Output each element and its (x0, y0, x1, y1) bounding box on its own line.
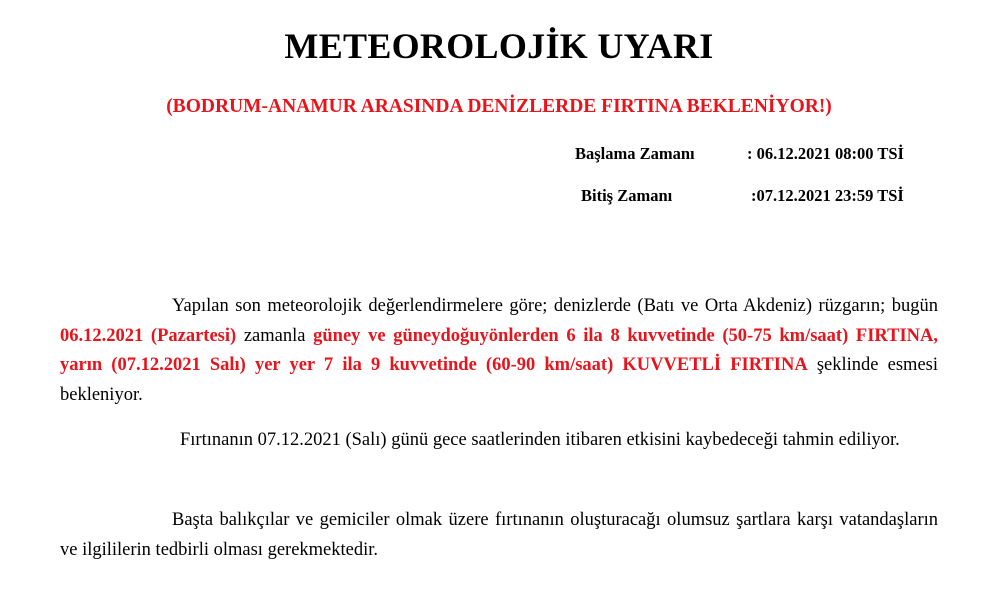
start-time-value: : 06.12.2021 08:00 TSİ (747, 144, 904, 163)
paragraph-forecast (60, 292, 938, 410)
start-time-row (0, 143, 998, 165)
forecast-storm-highlight: güney ve güneydoğuyönlerden 6 ila 8 kuvvetinde (50-75 km/saat) FIRTINA, yarın (07.12.2021 Salı) yer yer 7 ila 9 kuvvetinde (60-90 km/saat) KUVVETLİ FIRTINA (60, 325, 938, 375)
end-time-label: Bitiş Zamanı (581, 186, 673, 205)
forecast-text-ending: şeklinde esmesi bekleniyor. (60, 355, 938, 405)
start-time-label: Başlama Zamanı (575, 144, 695, 163)
paragraph-storm-end: Fırtınanın 07.12.2021 (Salı) günü gece saatlerinden itibaren etkisini kaybedeceği tahmin ediliyor. (180, 430, 900, 450)
forecast-text-connector: zamanla (236, 325, 314, 346)
document-subtitle: (BODRUM-ANAMUR ARASINDA DENİZLERDE FIRTINA BEKLENİYOR!) (166, 96, 832, 117)
forecast-text-intro: Yapılan son meteorolojik değerlendirmelere göre; denizlerde (Batı ve Orta Akdeniz) rüzgarın; bugün (172, 296, 938, 316)
end-time-value: :07.12.2021 23:59 TSİ (751, 186, 904, 205)
forecast-date-highlight: 06.12.2021 (Pazartesi) (60, 325, 237, 346)
end-time-row (0, 185, 998, 207)
document-title: METEOROLOJİK UYARI (284, 26, 714, 66)
paragraph-advisory: Başta balıkçılar ve gemiciler olmak üzere fırtınanın oluşturacağı olumsuz şartlara karşı vatandaşların ve ilgililerin tedbirli olması gerekmektedir. (60, 510, 938, 560)
